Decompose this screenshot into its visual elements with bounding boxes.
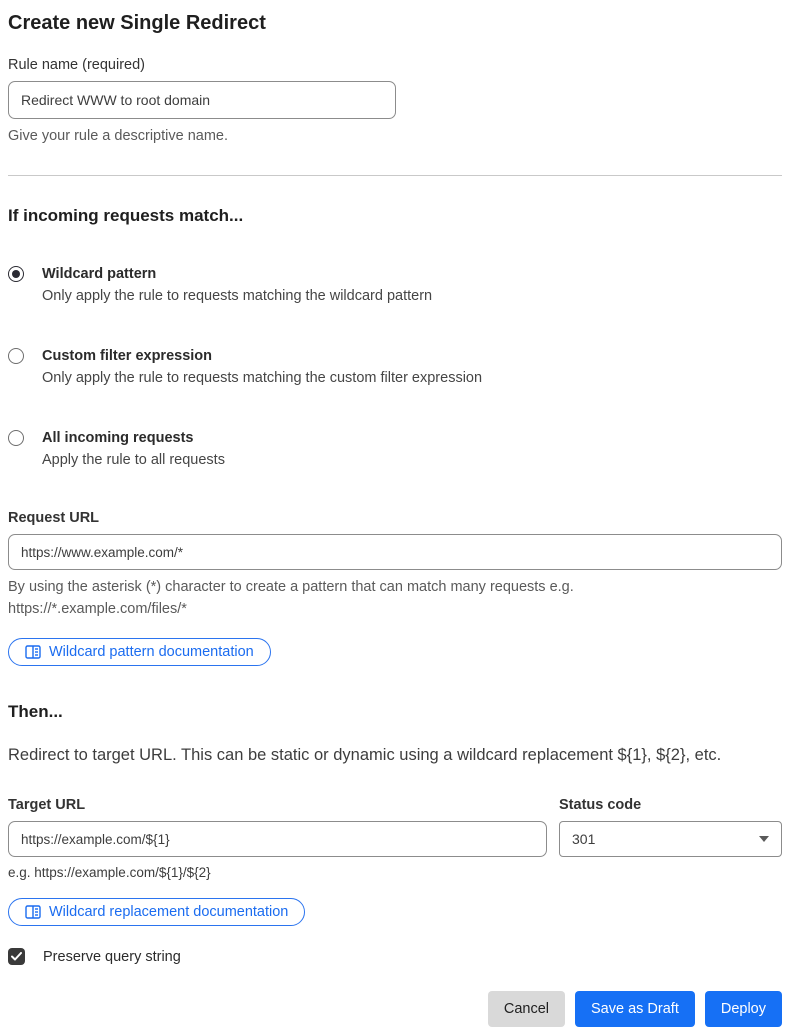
book-icon (25, 905, 41, 919)
wildcard-replacement-doc-button[interactable] (8, 898, 305, 926)
radio-option-custom-filter[interactable] (8, 346, 782, 390)
rule-name-label: Rule name (required) (8, 57, 146, 73)
save-as-draft-button[interactable]: Save as Draft (575, 991, 695, 1027)
radio-option-wildcard-pattern[interactable] (8, 264, 782, 308)
radio-button[interactable] (8, 348, 24, 364)
request-url-label: Request URL (8, 510, 100, 526)
radio-description: Only apply the rule to requests matching the custom filter expression (42, 370, 483, 386)
radio-button[interactable] (8, 430, 24, 446)
preserve-query-checkbox[interactable] (8, 948, 25, 965)
book-icon (25, 645, 41, 659)
status-code-select[interactable] (559, 821, 782, 857)
chevron-down-icon (759, 836, 769, 842)
radio-option-all-requests[interactable] (8, 428, 782, 472)
radio-label: Wildcard pattern (42, 266, 157, 282)
doc-button-label: Wildcard pattern documentation (49, 644, 254, 660)
target-url-help: e.g. https://example.com/${1}/${2} (8, 865, 211, 880)
then-description: Redirect to target URL. This can be static or dynamic using a wildcard replacement ${1}, ${2}, etc. (8, 746, 722, 764)
match-type-radio-group (8, 264, 782, 472)
radio-label: Custom filter expression (42, 348, 213, 364)
target-url-value: https://example.com/${1} (21, 831, 170, 847)
radio-label: All incoming requests (42, 430, 194, 446)
request-url-input[interactable] (8, 534, 782, 570)
wildcard-pattern-doc-button[interactable] (8, 638, 271, 666)
rule-name-input[interactable] (8, 81, 396, 119)
match-section-heading: If incoming requests match... (8, 206, 244, 225)
action-bar (8, 991, 782, 1027)
rule-name-value: Redirect WWW to root domain (21, 92, 211, 108)
section-divider (8, 175, 782, 176)
target-row (8, 777, 782, 880)
preserve-query-row[interactable] (8, 948, 782, 965)
preserve-query-label: Preserve query string (43, 948, 181, 965)
rule-name-help: Give your rule a descriptive name. (8, 128, 229, 144)
target-url-label: Target URL (8, 797, 86, 813)
status-code-label: Status code (559, 797, 642, 813)
cancel-button[interactable]: Cancel (488, 991, 565, 1027)
deploy-button[interactable]: Deploy (705, 991, 782, 1027)
target-url-input[interactable] (8, 821, 547, 857)
doc-button-label: Wildcard replacement documentation (49, 904, 289, 920)
request-url-help: By using the asterisk (*) character to create a pattern that can match many requests e.g. https://*.example.com/files/* (8, 579, 574, 617)
then-section-heading: Then... (8, 702, 63, 721)
page-title: Create new Single Redirect (8, 12, 266, 34)
radio-description: Only apply the rule to requests matching the wildcard pattern (42, 288, 433, 304)
request-url-value: https://www.example.com/* (21, 544, 184, 560)
radio-description: Apply the rule to all requests (42, 452, 225, 468)
check-icon (11, 952, 22, 961)
status-code-value: 301 (572, 831, 596, 847)
radio-button[interactable] (8, 266, 24, 282)
